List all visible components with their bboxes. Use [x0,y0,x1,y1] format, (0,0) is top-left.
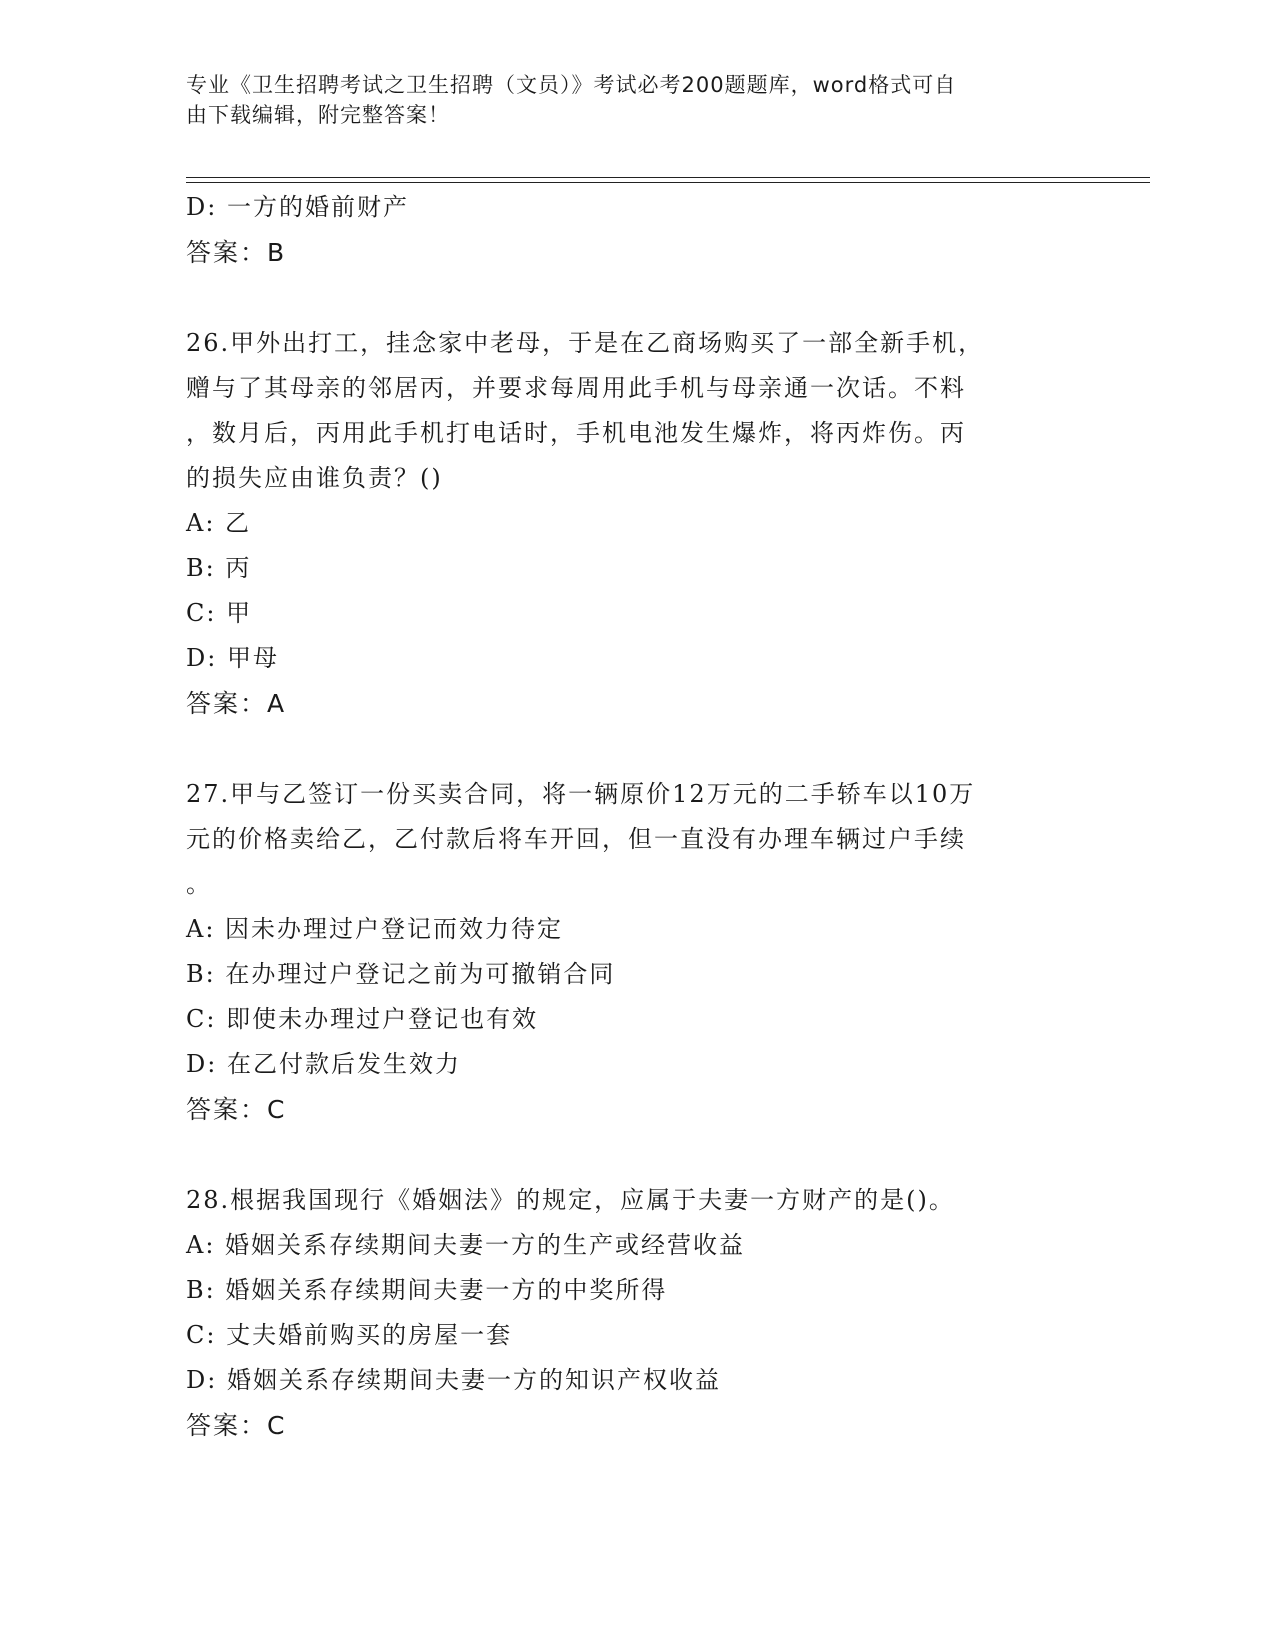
question-28 [186,1178,1086,1449]
option-c: C: 丈夫婚前购买的房屋一套 [186,1321,513,1349]
question-stem-line: 27.甲与乙签订一份买卖合同，将一辆原价12万元的二手轿车以10万 [186,780,976,808]
question-stem-line: 元的价格卖给乙，乙付款后将车开回，但一直没有办理车辆过户手续 [186,825,966,853]
header-rule-bottom [186,182,1150,183]
question-stem-line: 赠与了其母亲的邻居丙，并要求每周用此手机与母亲通一次话。不料 [186,374,966,402]
previous-question-tail [186,185,1086,276]
spacer [186,276,1086,321]
option-b: B: 在办理过户登记之前为可撤销合同 [186,960,616,988]
header-line-1: 专业《卫生招聘考试之卫生招聘（文员）》考试必考200题题库，word格式可自 [186,73,957,97]
option-a: A: 因未办理过户登记而效力待定 [186,915,564,943]
spacer [186,1133,1086,1178]
option-d: D: 一方的婚前财产 [186,193,409,221]
question-26 [186,321,1086,727]
answer-line: 答案：A [186,689,287,718]
option-d: D: 甲母 [186,644,279,672]
page-header [186,70,1066,130]
spacer [186,727,1086,772]
answer-line: 答案：B [186,238,287,267]
header-line-2: 由下载编辑，附完整答案！ [186,103,450,127]
question-stem-line: 。 [186,870,212,898]
question-list [186,185,1086,1449]
option-c: C: 即使未办理过户登记也有效 [186,1005,539,1033]
option-c: C: 甲 [186,599,253,627]
option-b: B: 婚姻关系存续期间夫妻一方的中奖所得 [186,1276,668,1304]
option-a: A: 乙 [186,509,252,537]
question-stem-line: 26.甲外出打工，挂念家中老母，于是在乙商场购买了一部全新手机， [186,329,985,357]
option-d: D: 在乙付款后发生效力 [186,1050,461,1078]
question-stem-line: 的损失应由谁负责？() [186,464,443,492]
question-stem-line: ，数月后，丙用此手机打电话时，手机电池发生爆炸，将丙炸伤。丙 [186,419,966,447]
answer-line: 答案：C [186,1411,287,1440]
question-27 [186,772,1086,1133]
answer-line: 答案：C [186,1095,287,1124]
option-b: B: 丙 [186,554,252,582]
option-a: A: 婚姻关系存续期间夫妻一方的生产或经营收益 [186,1231,746,1259]
question-stem-line: 28.根据我国现行《婚姻法》的规定，应属于夫妻一方财产的是()。 [186,1186,955,1214]
option-d: D: 婚姻关系存续期间夫妻一方的知识产权收益 [186,1366,721,1394]
header-rule-top [186,177,1150,178]
